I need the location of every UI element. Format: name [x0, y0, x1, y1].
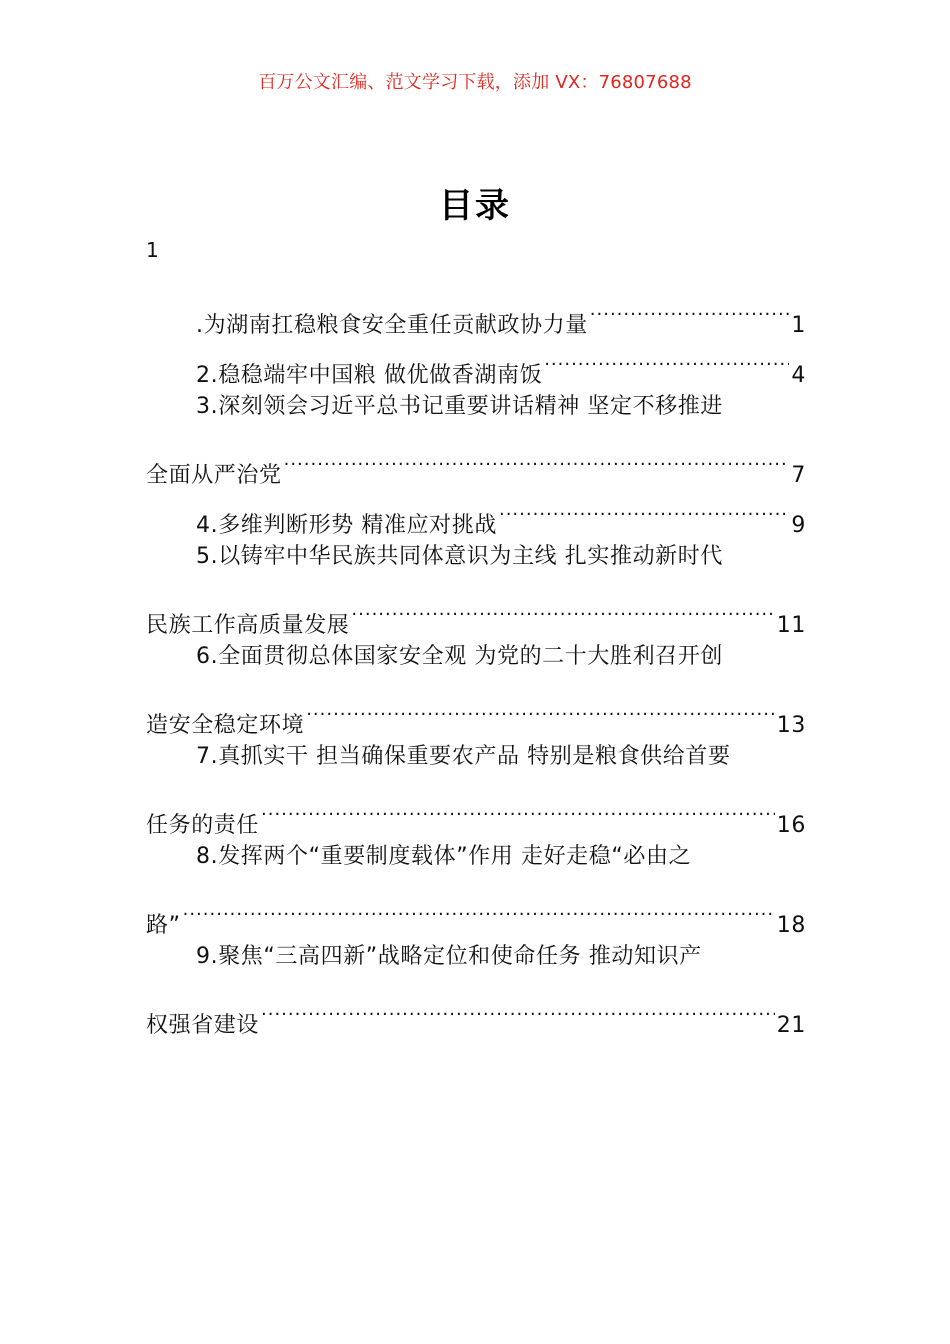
toc-line: [146, 732, 806, 782]
toc-entry-text: 权强省建设: [146, 1013, 260, 1038]
toc-line: [146, 982, 806, 1038]
toc-page-number: 1: [791, 313, 806, 338]
toc-entry-text: 2.稳稳端牢中国粮 做优做香湖南饭: [196, 363, 543, 388]
toc-entry-text: 6.全面贯彻总体国家安全观 为党的二十大胜利召开创: [196, 644, 723, 669]
toc-entry-text: .为湖南扛稳粮食安全重任贡献政协力量: [196, 313, 588, 338]
toc-line: [146, 782, 806, 838]
toc-page-number: 11: [776, 613, 806, 638]
toc-line: [146, 882, 806, 938]
toc-dot-leader: [284, 432, 790, 482]
table-of-contents: [146, 282, 806, 1038]
toc-page-number: 4: [791, 363, 806, 388]
toc-line: [146, 682, 806, 738]
toc-page-number: 16: [776, 813, 806, 838]
toc-page-number: 21: [776, 1013, 806, 1038]
toc-line: [146, 432, 806, 488]
toc-entry[interactable]: [146, 532, 806, 638]
toc-dot-leader: [544, 332, 789, 382]
toc-entry[interactable]: [146, 632, 806, 738]
toc-line: [146, 932, 806, 982]
toc-entry-text: 8.发挥两个“重要制度载体”作用 走好走稳“必由之: [196, 844, 692, 869]
toc-entry-text: 造安全稳定环境: [146, 713, 305, 738]
toc-entry-text: 5.以铸牢中华民族共同体意识为主线 扎实推动新时代: [196, 544, 723, 569]
toc-line: [146, 282, 806, 338]
toc-entry-text: 路”: [146, 913, 181, 938]
toc-dot-leader: [261, 782, 775, 832]
toc-entry[interactable]: [146, 832, 806, 938]
toc-line: [146, 582, 806, 638]
toc-entry-text: 9.聚焦“三高四新”战略定位和使命任务 推动知识产: [196, 944, 702, 969]
toc-line: [146, 382, 806, 432]
toc-marker: 1: [146, 238, 159, 262]
toc-entry-text: 7.真抓实干 担当确保重要农产品 特别是粮食供给首要: [196, 744, 731, 769]
toc-entry[interactable]: [146, 932, 806, 1038]
toc-page-number: 7: [791, 463, 806, 488]
toc-page-number: 9: [791, 513, 806, 538]
header-watermark-note: 百万公文汇编、范文学习下载，添加 VX：76807688: [258, 72, 692, 93]
toc-dot-leader: [590, 282, 790, 332]
toc-entry-text: 全面从严治党: [146, 463, 282, 488]
toc-entry[interactable]: [146, 382, 806, 488]
toc-dot-leader: [183, 882, 775, 932]
toc-line: [146, 832, 806, 882]
toc-dot-leader: [499, 482, 789, 532]
toc-entry-text: 任务的责任: [146, 813, 260, 838]
toc-dot-leader: [306, 682, 775, 732]
page-title: 目录: [439, 186, 511, 226]
toc-line: [146, 532, 806, 582]
toc-entry[interactable]: [146, 732, 806, 838]
toc-dot-leader: [351, 582, 774, 632]
toc-entry-text: 4.多维判断形势 精准应对挑战: [196, 513, 497, 538]
toc-entry-text: 民族工作高质量发展: [146, 613, 350, 638]
toc-entry-text: 3.深刻领会习近平总书记重要讲话精神 坚定不移推进: [196, 394, 723, 419]
toc-entry[interactable]: [146, 282, 806, 338]
toc-line: [146, 632, 806, 682]
toc-dot-leader: [261, 982, 775, 1032]
toc-page-number: 13: [776, 713, 806, 738]
toc-page-number: 18: [776, 913, 806, 938]
